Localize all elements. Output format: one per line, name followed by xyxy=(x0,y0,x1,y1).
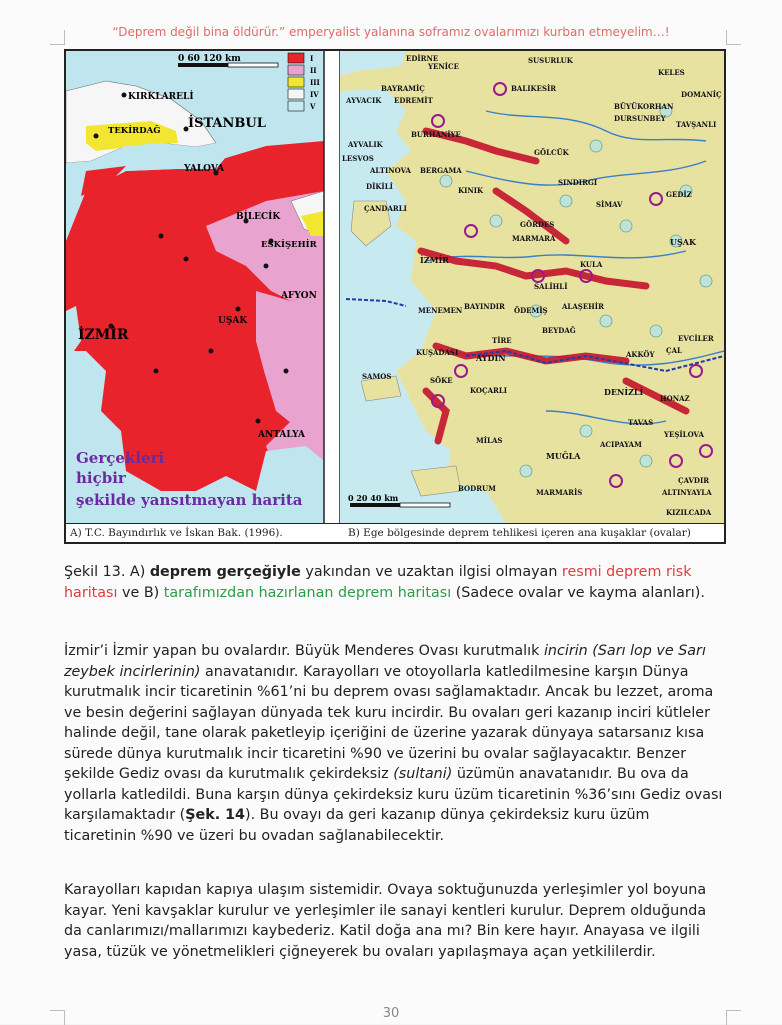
para1-text-b: anavatanıdır. Karayolları ve otoyollarla katledilmesine karşın Dünya kurutmalık incir ticaretinin %61’ni bu deprem ovası sağlamaktadır. Ancak bu lezzet, aroma ve besin değerini sağlayan dünyada tek kuru incirdir. Bu ovaları geri kazanıp inciri kütleler halinde değil, tane olarak paketleyip içeriğini de üzerine yazarak dünyaya satarsanız kısa sürede dünya kurutmalık incir ticaretini %90 ve üzerini bu ovalar sağlayacaktır. Benzer şekilde Gediz ovası da kurutmalık çekirdeksiz xyxy=(64,663,714,782)
maps-svg xyxy=(66,51,724,523)
map-a-overlay-line3: şekilde yansıtmayan harita xyxy=(76,491,303,509)
place-kinik: KINIK xyxy=(458,186,484,195)
place-izmir-b: İZMİR xyxy=(420,255,449,265)
place-aydin: AYDIN xyxy=(476,353,506,363)
place-bayramic: BAYRAMİÇ xyxy=(381,84,425,93)
legend-label-5: V xyxy=(310,102,316,111)
city-usak: UŞAK xyxy=(218,316,248,326)
para1-bold-ref: Şek. 14 xyxy=(185,807,246,823)
city-antalya: ANTALYA xyxy=(258,430,305,440)
map-a-scale: 0 60 120 km xyxy=(178,54,241,64)
place-altinyayla: ALTINYAYLA xyxy=(662,488,712,497)
city-istanbul: İSTANBUL xyxy=(188,116,266,131)
caption-text-3: ve B) xyxy=(117,584,164,601)
place-beydag: BEYDAĞ xyxy=(542,326,576,335)
caption-text-1: Şekil 13. A) xyxy=(64,564,150,580)
place-marmaris: MARMARİS xyxy=(536,488,583,497)
map-a xyxy=(66,51,324,523)
place-gediz: GEDİZ xyxy=(666,190,692,199)
place-yenice: YENİCE xyxy=(428,62,459,71)
legend-label-3: III xyxy=(310,78,320,87)
place-edirne-b: EDİRNE xyxy=(406,54,439,63)
caption-red-text: resmi deprem risk haritası xyxy=(64,564,692,601)
place-milas: MİLAS xyxy=(476,436,503,445)
caption-bold-1: deprem gerçeğiyle xyxy=(149,564,301,580)
city-kirklareli: KIRKLARELİ xyxy=(128,92,194,102)
place-kusadasi: KUŞADASI xyxy=(416,348,459,357)
page-header: “Deprem değil bina öldürür.” emperyalist yalanına soframız ovalarımızı kurban etmeyelim…! xyxy=(112,25,670,39)
para1-text-d: ). Bu ovayı da geri kazanıp dünya çekirdeksiz kuru üzüm ticaretinin %90 ve üzeri bu ovadan sağlanabilecektir. xyxy=(64,807,650,844)
caption-text-2: yakından ve uzaktan ilgisi olmayan xyxy=(300,564,562,580)
place-acipayam: ACIPAYAM xyxy=(600,440,642,449)
page-number: 30 xyxy=(382,1006,400,1021)
place-susurluk: SUSURLUK xyxy=(528,56,573,65)
place-kizilcada: KIZILCADA xyxy=(666,508,712,517)
figure-caption-bar xyxy=(66,523,724,543)
para1-italic-2: (sultani) xyxy=(393,766,453,782)
city-afyon: AFYON xyxy=(281,291,317,301)
para1-text-a: İzmir’i İzmir yapan bu ovalardır. Büyük Menderes Ovası kurutmalık xyxy=(64,643,544,659)
legend-label-1: I xyxy=(310,54,314,63)
place-cavdir: ÇAVDIR xyxy=(678,476,710,485)
place-evciler: EVCİLER xyxy=(678,334,714,343)
place-keles: KELES xyxy=(658,68,685,77)
place-ayvacik: AYVACIK xyxy=(346,96,382,105)
place-tavas: TAVAS xyxy=(628,418,654,427)
place-simav: SİMAV xyxy=(596,200,623,209)
place-tire: TİRE xyxy=(492,336,512,345)
place-alasehir: ALAŞEHİR xyxy=(562,302,604,311)
place-domanic: DOMANİÇ xyxy=(681,90,722,99)
place-kocarli: KOÇARLI xyxy=(470,386,508,395)
place-salihli: SALİHLİ xyxy=(534,282,568,291)
para1-text-c: üzümün anavatanıdır. Bu ova da yollarla katledildi. Buna karşın dünya çekirdeksiz kuru üzüm ticaretinin %36’sını Gediz ovası karşılamaktadır ( xyxy=(64,766,723,823)
place-golcuk: GÖLCÜK xyxy=(534,148,569,157)
place-dursunbey: DURSUNBEY xyxy=(614,114,666,123)
place-buyukorhan: BÜYÜKORHAN xyxy=(614,102,674,111)
place-altinova: ALTINOVA xyxy=(370,166,411,175)
para2-text: Karayolları kapıdan kapıya ulaşım sistemidir. Ovaya soktuğunuzda yerleşimler yol boyuna kayar. Yeni kavşaklar kurulur ve yerleşimler ile sanayi kentleri kurulur. Deprem olduğunda da canlarımızı/mallarımızı kaybederiz. Katil doğa ana mı? Bin kere hayır. Anayasa ve ilgili yasa, tüzük ve yönetmelikleri çiğneyerek bu ovaları yapılaşmaya açan yetkililerdir. xyxy=(64,882,707,960)
place-balikesir: BALIKESİR xyxy=(511,84,557,93)
place-bergama: BERGAMA xyxy=(420,166,462,175)
place-cal: ÇAL xyxy=(666,346,682,355)
map-a-overlay-line2: hiçbir xyxy=(76,469,126,487)
place-kula: KULA xyxy=(580,260,603,269)
place-mugla: MUĞLA xyxy=(546,451,581,461)
place-usak-b: UŞAK xyxy=(670,237,696,247)
place-candarli: ÇANDARLI xyxy=(364,204,407,213)
map-a-caption: A) T.C. Bayındırlık ve İskan Bak. (1996). xyxy=(70,527,283,539)
figure-caption xyxy=(64,562,724,603)
map-b-caption: B) Ege bölgesinde deprem tehlikesi içeren ana kuşaklar (ovalar) xyxy=(348,527,691,539)
place-dikili: DİKİLİ xyxy=(366,182,393,191)
place-ayvalik: AYVALIK xyxy=(348,140,383,149)
place-tavsanli: TAVŞANLI xyxy=(676,120,717,129)
place-samos: SAMOS xyxy=(362,372,392,381)
map-b xyxy=(340,51,724,523)
map-b-scale: 0 20 40 km xyxy=(348,493,399,503)
city-tekirdag: TEKİRDAĞ xyxy=(108,126,161,136)
legend-label-4: IV xyxy=(310,90,319,99)
place-akkoy: AKKÖY xyxy=(626,350,655,359)
place-marmara: MARMARA xyxy=(512,234,556,243)
place-sindirgi: SINDIRGI xyxy=(558,178,598,187)
map-a-overlay-line1: Gerçekleri xyxy=(76,449,165,467)
body-paragraph-2 xyxy=(64,880,724,962)
city-yalova: YALOVA xyxy=(184,164,225,174)
caption-text-4: (Sadece ovalar ve kayma alanları). xyxy=(451,584,705,601)
para1-italic-1: incirin (Sarı lop ve Sarı zeybek incirlerinin) xyxy=(64,643,706,680)
place-bayindir: BAYINDIR xyxy=(464,302,505,311)
city-bilecik: BİLECİK xyxy=(236,212,281,222)
figure-13 xyxy=(64,49,726,544)
city-eskisehir: ESKİŞEHİR xyxy=(261,240,317,250)
place-edremit: EDREMİT xyxy=(394,96,433,105)
caption-green-text: tarafımızdan hazırlanan deprem haritası xyxy=(163,584,452,601)
place-gordes: GÖRDES xyxy=(520,220,555,229)
legend-label-2: II xyxy=(310,66,317,75)
city-izmir: İZMİR xyxy=(78,327,129,343)
place-denizli: DENİZLİ xyxy=(604,387,644,397)
place-menemen: MENEMEN xyxy=(418,306,463,315)
place-honaz: HONAZ xyxy=(660,394,690,403)
place-soke: SÖKE xyxy=(430,376,453,385)
place-lesvos: LESVOS xyxy=(342,154,374,163)
place-bodrum: BODRUM xyxy=(458,484,496,493)
place-yesilova: YEŞİLOVA xyxy=(664,430,704,439)
body-paragraph-1 xyxy=(64,641,724,846)
place-odemis: ÖDEMİŞ xyxy=(514,306,548,315)
place-burhaniye: BURHANİYE xyxy=(411,130,461,139)
